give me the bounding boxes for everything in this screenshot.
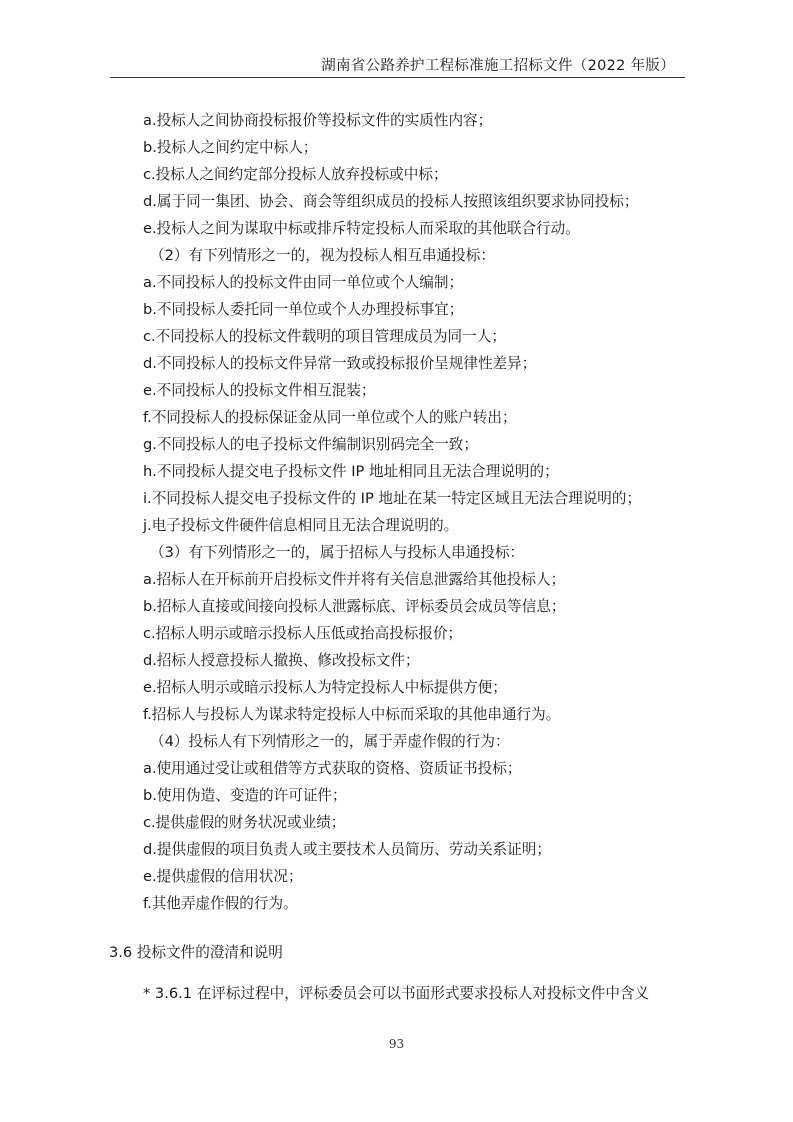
list-item: a.投标人之间协商投标报价等投标文件的实质性内容；: [143, 112, 493, 129]
list-item: d.不同投标人的投标文件异常一致或投标报价呈规律性差异；: [143, 355, 537, 372]
paragraph-heading: （3）有下列情形之一的，属于招标人与投标人串通投标：: [150, 544, 525, 561]
clause-text: * 3.6.1 在评标过程中，评标委员会可以书面形式要求投标人对投标文件中含义: [143, 985, 650, 1002]
list-item: b.不同投标人委托同一单位或个人办理投标事宜；: [143, 301, 464, 318]
list-item: f.招标人与投标人为谋求特定投标人中标而采取的其他串通行为。: [143, 706, 561, 723]
list-item: e.投标人之间为谋取中标或排斥特定投标人而采取的其他联合行动。: [143, 220, 580, 237]
list-item: d.属于同一集团、协会、商会等组织成员的投标人按照该组织要求协同投标；: [143, 193, 639, 210]
list-item: a.不同投标人的投标文件由同一单位或个人编制；: [143, 274, 464, 291]
list-item: e.招标人明示或暗示投标人为特定投标人中标提供方便；: [143, 679, 507, 696]
list-item: b.招标人直接或间接向投标人泄露标底、评标委员会成员等信息；: [143, 598, 566, 615]
list-item: c.提供虚假的财务状况或业绩；: [143, 814, 346, 831]
list-item: e.提供虚假的信用状况；: [143, 868, 303, 885]
list-item: i.不同投标人提交电子投标文件的 IP 地址在某一特定区域且无法合理说明的；: [143, 490, 642, 507]
list-item: a.使用通过受让或租借等方式获取的资格、资质证书投标；: [143, 760, 522, 777]
list-item: d.招标人授意投标人撤换、修改投标文件；: [143, 652, 420, 669]
list-item: c.不同投标人的投标文件载明的项目管理成员为同一人；: [143, 328, 506, 345]
running-header: [110, 52, 685, 76]
header-rule: [110, 77, 685, 78]
list-item: b.使用伪造、变造的许可证件；: [143, 787, 347, 804]
paragraph-heading: （2）有下列情形之一的，视为投标人相互串通投标：: [150, 247, 495, 264]
list-item: b.投标人之间约定中标人；: [143, 139, 318, 156]
list-item: f.不同投标人的投标保证金从同一单位或个人的账户转出；: [143, 409, 517, 426]
document-title: 湖南省公路养护工程标准施工招标文件（2022 年版）: [321, 58, 675, 74]
list-item: d.提供虚假的项目负责人或主要技术人员简历、劳动关系证明；: [143, 841, 551, 858]
list-item: c.投标人之间约定部分投标人放弃投标或中标；: [143, 166, 448, 183]
section-heading: 3.6 投标文件的澄清和说明: [109, 944, 283, 961]
list-item: g.不同投标人的电子投标文件编制识别码完全一致；: [143, 436, 478, 453]
list-item: a.招标人在开标前开启投标文件并将有关信息泄露给其他投标人；: [143, 571, 566, 588]
list-item: j.电子投标文件硬件信息相同且无法合理说明的。: [143, 517, 459, 534]
list-item: h.不同投标人提交电子投标文件 IP 地址相同且无法合理说明的；: [143, 463, 559, 480]
paragraph-heading: （4）投标人有下列情形之一的，属于弄虚作假的行为：: [150, 733, 510, 750]
list-item: e.不同投标人的投标文件相互混装；: [143, 382, 376, 399]
list-item: c.招标人明示或暗示投标人压低或抬高投标报价；: [143, 625, 463, 642]
list-item: f.其他弄虚作假的行为。: [143, 895, 298, 912]
page-number: 93: [388, 1037, 405, 1051]
